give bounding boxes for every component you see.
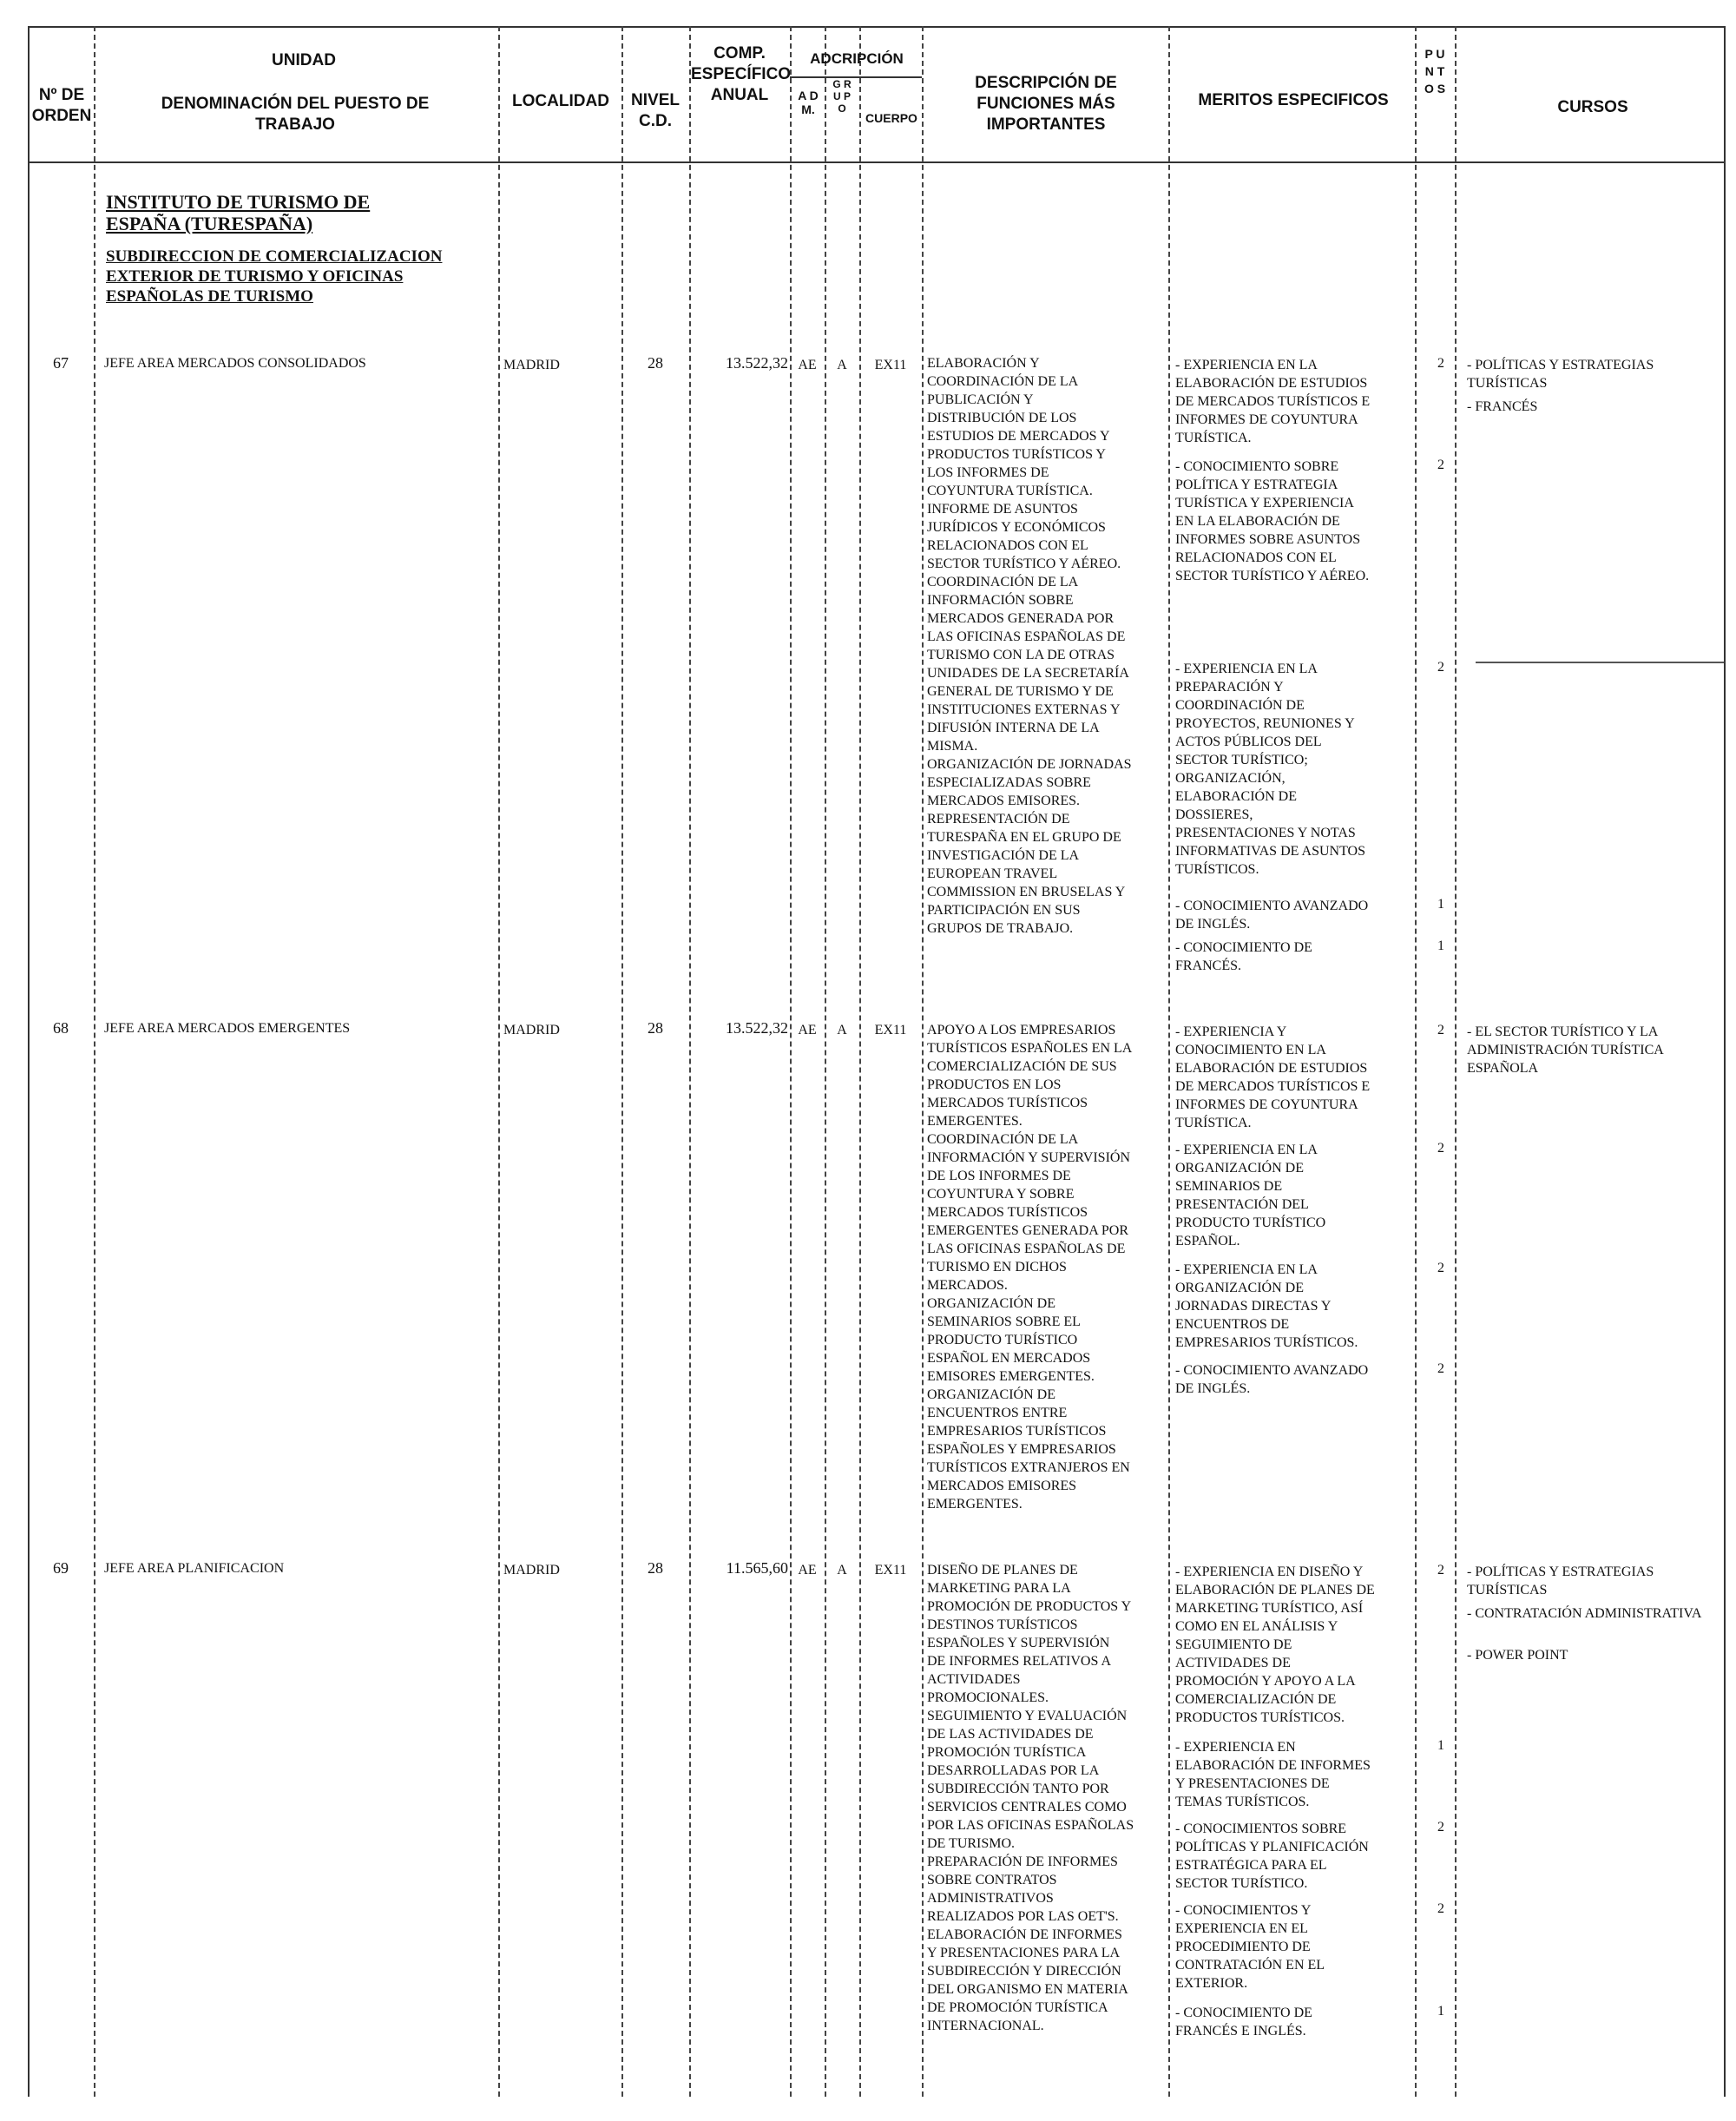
row-adm: AE <box>798 1563 817 1578</box>
organismo-heading: INSTITUTO DE TURISMO DE ESPAÑA (TURESPAÑA) <box>106 191 371 234</box>
row-descripcion: DISEÑO DE PLANES DE MARKETING PARA LA PROMOCIÓN DE PRODUCTOS Y DESTINOS TURÍSTICOS ESPAÑOLES Y SUPERVISIÓN DE INFORMES RELATIVOS A ACTIVIDADES PROMOCIONALES. SEGUIMIENTO Y EVALUACIÓN DE LAS ACTIVIDADES DE PROMOCIÓN TURÍSTICA DESARROLLADAS POR LA SUBDIRECCIÓN TANTO POR SERVICIOS CENTRALES COMO POR LAS OFICINAS ESPAÑOLAS DE TURISMO. PREPARACIÓN DE INFORMES SOBRE CONTRATOS ADMINISTRATIVOS REALIZADOS POR LAS OET'S. ELABORACIÓN DE INFORMES Y PRESENTACIONES PARA LA SUBDIRECCIÓN Y DIRECCIÓN DEL ORGANISMO EN MATERIA DE PROMOCIÓN TURÍSTICA INTERNACIONAL. <box>927 1563 1134 2033</box>
header-nivel: NIVEL C.D. <box>631 91 680 130</box>
puntos-value: 2 <box>1437 1023 1444 1037</box>
row-orden: 67 <box>53 354 69 372</box>
row-nivel: 28 <box>648 354 663 372</box>
cursos-rule <box>1476 662 1724 663</box>
header-adscripcion: ADCRIPCIÓN <box>810 50 904 67</box>
row-complemento: 13.522,32 <box>726 1019 788 1037</box>
column-divider <box>94 26 95 2097</box>
curso-item: - POLÍTICAS Y ESTRATEGIAS TURÍSTICAS <box>1467 358 1654 391</box>
row-orden: 68 <box>53 1019 69 1037</box>
puntos-value: 2 <box>1437 1141 1444 1156</box>
merito-item: - CONOCIMIENTO AVANZADO DE INGLÉS. <box>1175 1363 1369 1396</box>
merito-item: - CONOCIMIENTO DE FRANCÉS. <box>1175 940 1312 973</box>
puntos-value: 2 <box>1437 458 1444 472</box>
row-descripcion: APOYO A LOS EMPRESARIOS TURÍSTICOS ESPAÑOLES EN LA COMERCIALIZACIÓN DE SUS PRODUCTOS EN LOS MERCADOS TURÍSTICOS EMERGENTES. COORDINACIÓN DE LA INFORMACIÓN Y SUPERVISIÓN DE LOS INFORMES DE COYUNTURA Y SOBRE MERCADOS TURÍSTICOS EMERGENTES GENERADA POR LAS OFICINAS ESPAÑOLAS DE TURISMO EN DICHOS MERCADOS. ORGANIZACIÓN DE SEMINARIOS SOBRE EL PRODUCTO TURÍSTICO ESPAÑOL EN MERCADOS EMISORES EMERGENTES. ORGANIZACIÓN DE ENCUENTROS ENTRE EMPRESARIOS TURÍSTICOS ESPAÑOLES Y EMPRESARIOS TURÍSTICOS EXTRANJEROS EN MERCADOS EMISORES EMERGENTES. <box>927 1023 1133 1512</box>
row-localidad: MADRID <box>503 358 560 372</box>
row-nivel: 28 <box>648 1019 663 1037</box>
merito-item: - EXPERIENCIA EN LA ELABORACIÓN DE ESTUDIOS DE MERCADOS TURÍSTICOS E INFORMES DE COYUNTURA TURÍSTICA. <box>1175 358 1371 445</box>
row-puesto: JEFE AREA MERCADOS CONSOLIDADOS <box>104 356 366 371</box>
puntos-value: 2 <box>1437 1563 1444 1578</box>
header-puntos: P U N T O S <box>1424 47 1446 96</box>
table-top-border <box>28 26 1724 28</box>
merito-item: - CONOCIMIENTO AVANZADO DE INGLÉS. <box>1175 899 1369 932</box>
column-divider <box>498 26 500 2097</box>
merito-item: - EXPERIENCIA EN LA ORGANIZACIÓN DE SEMINARIOS DE PRESENTACIÓN DEL PRODUCTO TURÍSTICO ESPAÑOL. <box>1175 1143 1326 1248</box>
column-divider <box>1168 26 1170 2097</box>
puntos-value: 1 <box>1437 897 1444 912</box>
header-denominacion: DENOMINACIÓN DEL PUESTO DE TRABAJO <box>161 95 430 134</box>
row-grupo: A <box>837 1563 847 1578</box>
adscripcion-subheader-rule <box>790 76 922 78</box>
merito-item: - EXPERIENCIA EN ELABORACIÓN DE INFORMES Y PRESENTACIONES DE TEMAS TURÍSTICOS. <box>1175 1740 1371 1809</box>
header-cuerpo: CUERPO <box>865 111 917 125</box>
row-adm: AE <box>798 358 817 372</box>
column-divider <box>689 26 691 2097</box>
merito-item: - EXPERIENCIA EN DISEÑO Y ELABORACIÓN DE PLANES DE MARKETING TURÍSTICO, ASÍ COMO EN EL ANÁLISIS Y SEGUIMIENTO DE ACTIVIDADES DE PROMOCIÓN Y APOYO A LA COMERCIALIZACIÓN DE PRODUCTOS TURÍSTICOS. <box>1175 1564 1375 1725</box>
merito-item: - CONOCIMIENTO DE FRANCÉS E INGLÉS. <box>1175 2006 1312 2039</box>
column-divider <box>790 26 792 2097</box>
puntos-value: 1 <box>1437 1738 1444 1753</box>
curso-item: - EL SECTOR TURÍSTICO Y LA ADMINISTRACIÓN TURÍSTICA ESPAÑOLA <box>1467 1024 1663 1076</box>
merito-item: - CONOCIMIENTOS Y EXPERIENCIA EN EL PROCEDIMIENTO DE CONTRATACIÓN EN EL EXTERIOR. <box>1175 1903 1325 1991</box>
header-descripcion: DESCRIPCIÓN DE FUNCIONES MÁS IMPORTANTES <box>975 74 1117 134</box>
header-localidad: LOCALIDAD <box>512 92 609 110</box>
header-cursos: CURSOS <box>1557 98 1628 116</box>
row-puesto: JEFE AREA PLANIFICACION <box>104 1561 285 1576</box>
header-unidad: UNIDAD <box>272 51 336 69</box>
column-divider <box>825 26 826 2097</box>
merito-item: - CONOCIMIENTOS SOBRE POLÍTICAS Y PLANIFICACIÓN ESTRATÉGICA PARA EL SECTOR TURÍSTICO. <box>1175 1821 1369 1891</box>
row-grupo: A <box>837 1023 847 1037</box>
puntos-value: 1 <box>1437 2004 1444 2019</box>
puntos-value: 2 <box>1437 1901 1444 1916</box>
row-nivel: 28 <box>648 1559 663 1577</box>
row-puesto: JEFE AREA MERCADOS EMERGENTES <box>104 1021 351 1036</box>
row-localidad: MADRID <box>503 1023 560 1037</box>
curso-item: - CONTRATACIÓN ADMINISTRATIVA <box>1467 1606 1702 1621</box>
puntos-value: 2 <box>1437 1261 1444 1275</box>
column-divider <box>1415 26 1417 2097</box>
puntos-value: 2 <box>1437 1361 1444 1376</box>
row-localidad: MADRID <box>503 1563 560 1578</box>
puntos-value: 2 <box>1437 356 1444 371</box>
column-divider <box>859 26 861 2097</box>
puntos-value: 2 <box>1437 1820 1444 1834</box>
header-complemento: COMP. ESPECÍFICO ANUAL <box>691 44 792 104</box>
merito-item: - EXPERIENCIA Y CONOCIMIENTO EN LA ELABORACIÓN DE ESTUDIOS DE MERCADOS TURÍSTICOS E INFORMES DE COYUNTURA TURÍSTICA. <box>1175 1024 1371 1130</box>
header-adm: A D M. <box>798 89 819 116</box>
column-divider <box>621 26 623 2097</box>
puntos-value: 1 <box>1437 939 1444 953</box>
row-descripcion: ELABORACIÓN Y COORDINACIÓN DE LA PUBLICACIÓN Y DISTRIBUCIÓN DE LOS ESTUDIOS DE MERCADOS Y PRODUCTOS TURÍSTICOS Y LOS INFORMES DE COYUNTURA TURÍSTICA. INFORME DE ASUNTOS JURÍDICOS Y ECONÓMICOS RELACIONADOS CON EL SECTOR TURÍSTICO Y AÉREO. COORDINACIÓN DE LA INFORMACIÓN SOBRE MERCADOS GENERADA POR LAS OFICINAS ESPAÑOLAS DE TURISMO CON LA DE OTRAS UNIDADES DE LA SECRETARÍA GENERAL DE TURISMO Y DE INSTITUCIONES EXTERNAS Y DIFUSIÓN INTERNA DE LA MISMA. ORGANIZACIÓN DE JORNADAS ESPECIALIZADAS SOBRE MERCADOS EMISORES. REPRESENTACIÓN DE TURESPAÑA EN EL GRUPO DE INVESTIGACIÓN DE LA EUROPEAN TRAVEL COMMISSION EN BRUSELAS Y PARTICIPACIÓN EN SUS GRUPOS DE TRABAJO. <box>927 356 1132 936</box>
row-cuerpo: EX11 <box>874 358 907 372</box>
row-complemento: 11.565,60 <box>726 1559 788 1577</box>
row-cuerpo: EX11 <box>874 1563 907 1578</box>
header-orden: Nº DE ORDEN <box>31 86 92 125</box>
puntos-value: 2 <box>1437 660 1444 675</box>
row-cuerpo: EX11 <box>874 1023 907 1037</box>
merito-item: - EXPERIENCIA EN LA ORGANIZACIÓN DE JORNADAS DIRECTAS Y ENCUENTROS DE EMPRESARIOS TURÍSTICOS. <box>1175 1262 1358 1350</box>
column-divider <box>1455 26 1457 2097</box>
merito-item: - CONOCIMIENTO SOBRE POLÍTICA Y ESTRATEGIA TURÍSTICA Y EXPERIENCIA EN LA ELABORACIÓN DE INFORMES SOBRE ASUNTOS RELACIONADOS CON EL SECTOR TURÍSTICO Y AÉREO. <box>1175 459 1370 583</box>
header-meritos: MERITOS ESPECIFICOS <box>1198 91 1389 109</box>
column-divider <box>28 26 30 2097</box>
row-adm: AE <box>798 1023 817 1037</box>
header-grupo: G R U P O <box>832 78 852 115</box>
column-divider <box>922 26 924 2097</box>
subdireccion-heading: SUBDIRECCION DE COMERCIALIZACION EXTERIOR DE TURISMO Y OFICINAS ESPAÑOLAS DE TURISMO <box>106 247 443 306</box>
header-bottom-border <box>28 161 1724 163</box>
row-grupo: A <box>837 358 847 372</box>
curso-item: - POLÍTICAS Y ESTRATEGIAS TURÍSTICAS <box>1467 1564 1654 1597</box>
curso-item: - POWER POINT <box>1467 1648 1568 1663</box>
row-complemento: 13.522,32 <box>726 354 788 372</box>
row-orden: 69 <box>53 1559 69 1577</box>
merito-item: - EXPERIENCIA EN LA PREPARACIÓN Y COORDINACIÓN DE PROYECTOS, REUNIONES Y ACTOS PÚBLICOS DEL SECTOR TURÍSTICO; ORGANIZACIÓN, ELABORACIÓN DE DOSSIERES, PRESENTACIONES Y NOTAS INFORMATIVAS DE ASUNTOS TURÍSTICOS. <box>1175 662 1366 877</box>
column-divider <box>1724 26 1726 2097</box>
curso-item: - FRANCÉS <box>1467 399 1538 414</box>
